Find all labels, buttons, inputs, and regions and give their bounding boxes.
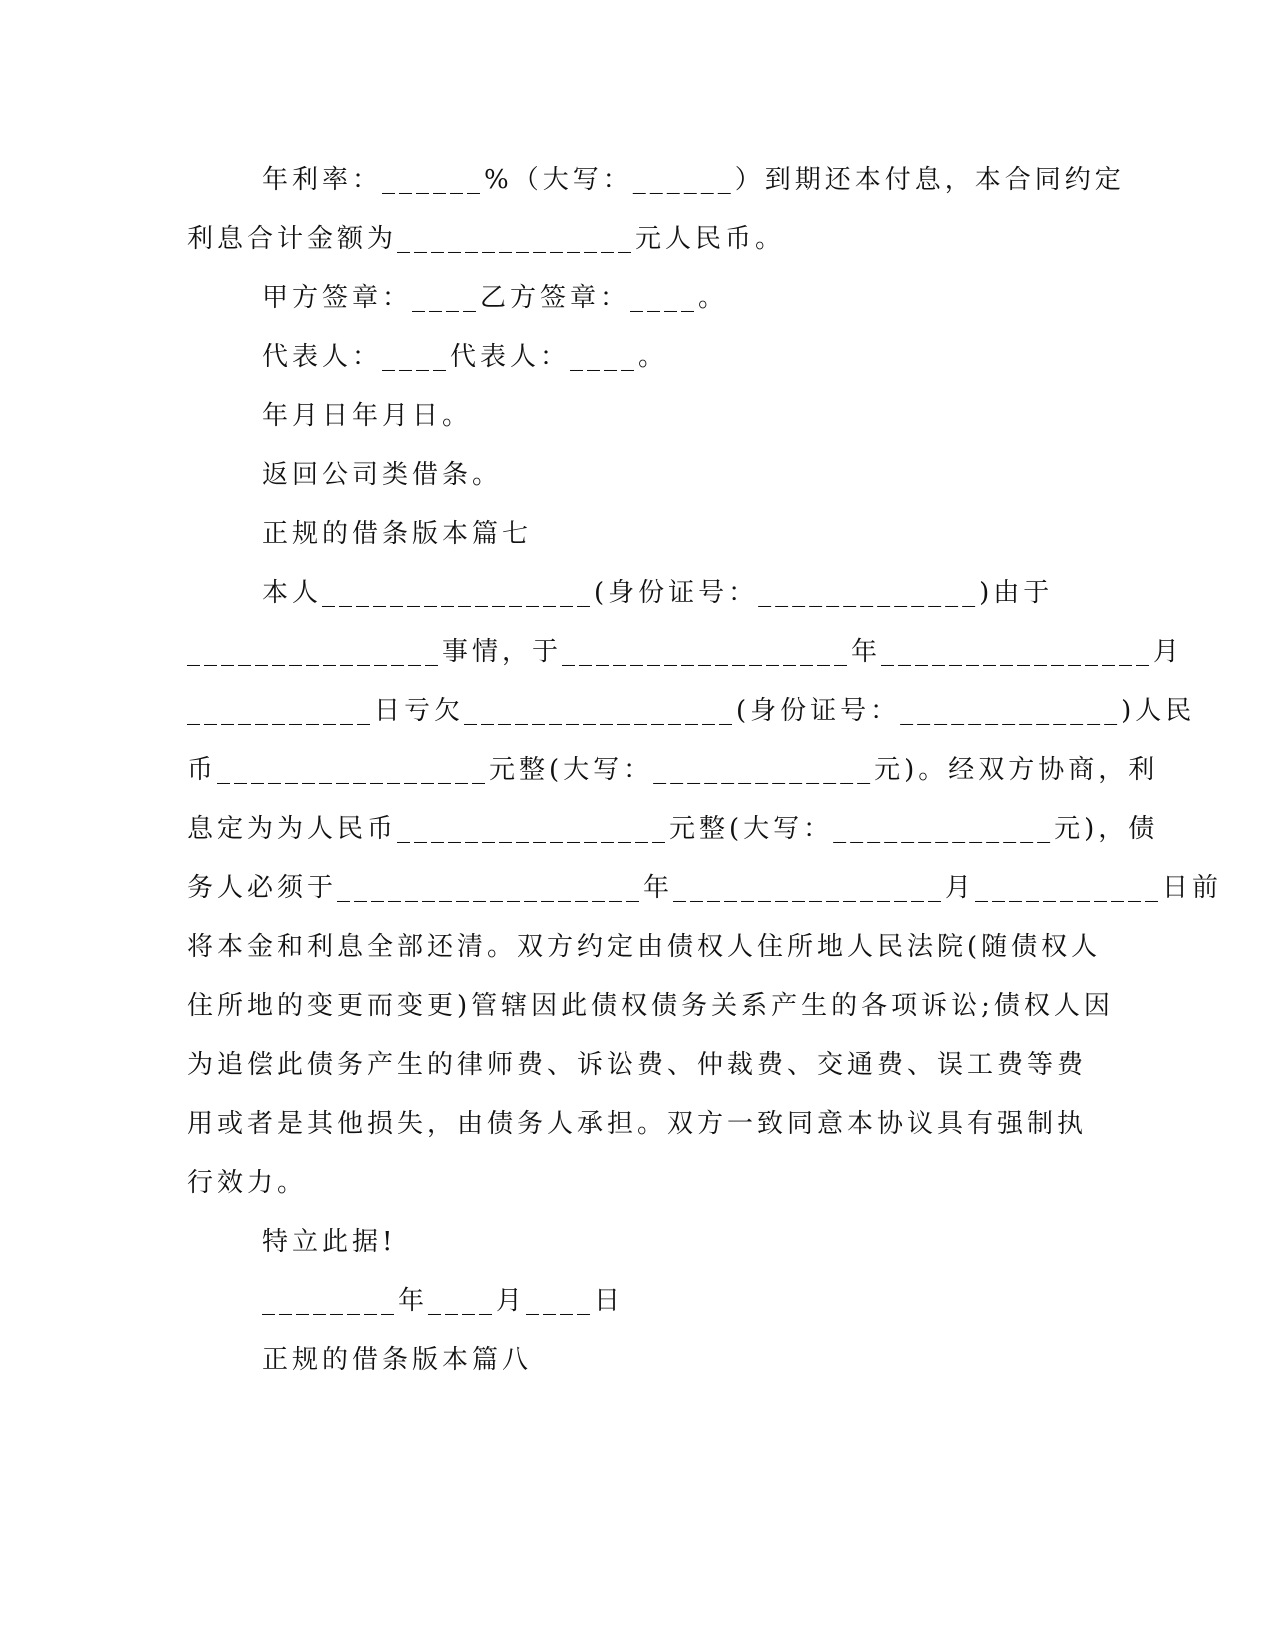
paragraph-date-blank: ________年____月____日 <box>262 1286 625 1316</box>
section-heading-eight: 正规的借条版本篇八 <box>262 1345 533 1375</box>
paragraph-iou-body-line6: 务人必须于__________________年________________月___________日前 <box>187 873 1223 903</box>
paragraph-interest-rate-cont: 利息合计金额为______________元人民币。 <box>187 224 786 254</box>
paragraph-iou-body-line7: 将本金和利息全部还清。双方约定由债权人住所地人民法院(随债权人 <box>187 932 1102 962</box>
paragraph-hereby: 特立此据! <box>262 1227 397 1257</box>
paragraph-iou-body-line8: 住所地的变更而变更)管辖因此债权债务关系产生的各项诉讼;债权人因 <box>187 991 1114 1021</box>
paragraph-representatives: 代表人：____代表人：____。 <box>262 342 669 372</box>
paragraph-interest-rate: 年利率：______%（大写：______）到期还本付息，本合同约定 <box>262 165 1125 195</box>
paragraph-signatures: 甲方签章：____乙方签章：____。 <box>262 283 729 313</box>
paragraph-return-link: 返回公司类借条。 <box>262 460 503 490</box>
paragraph-iou-body-line5: 息定为为人民币________________元整(大写：_____________元)，债 <box>187 814 1159 844</box>
paragraph-iou-body-line11: 行效力。 <box>187 1168 308 1198</box>
paragraph-iou-body: 本人________________(身份证号：_____________)由于 <box>262 578 1054 608</box>
paragraph-iou-body-line3: ___________日亏欠________________(身份证号：_____________)人民 <box>187 696 1196 726</box>
paragraph-iou-body-line4: 币________________元整(大写：_____________元)。经双方协商，利 <box>187 755 1159 785</box>
paragraph-iou-body-line2: _______________事情，于_________________年________________月 <box>187 637 1184 667</box>
paragraph-iou-body-line10: 用或者是其他损失，由债务人承担。双方一致同意本协议具有强制执 <box>187 1109 1088 1139</box>
section-heading-seven: 正规的借条版本篇七 <box>262 519 533 549</box>
paragraph-dates: 年月日年月日。 <box>262 401 473 431</box>
paragraph-iou-body-line9: 为追偿此债务产生的律师费、诉讼费、仲裁费、交通费、误工费等费 <box>187 1050 1088 1080</box>
